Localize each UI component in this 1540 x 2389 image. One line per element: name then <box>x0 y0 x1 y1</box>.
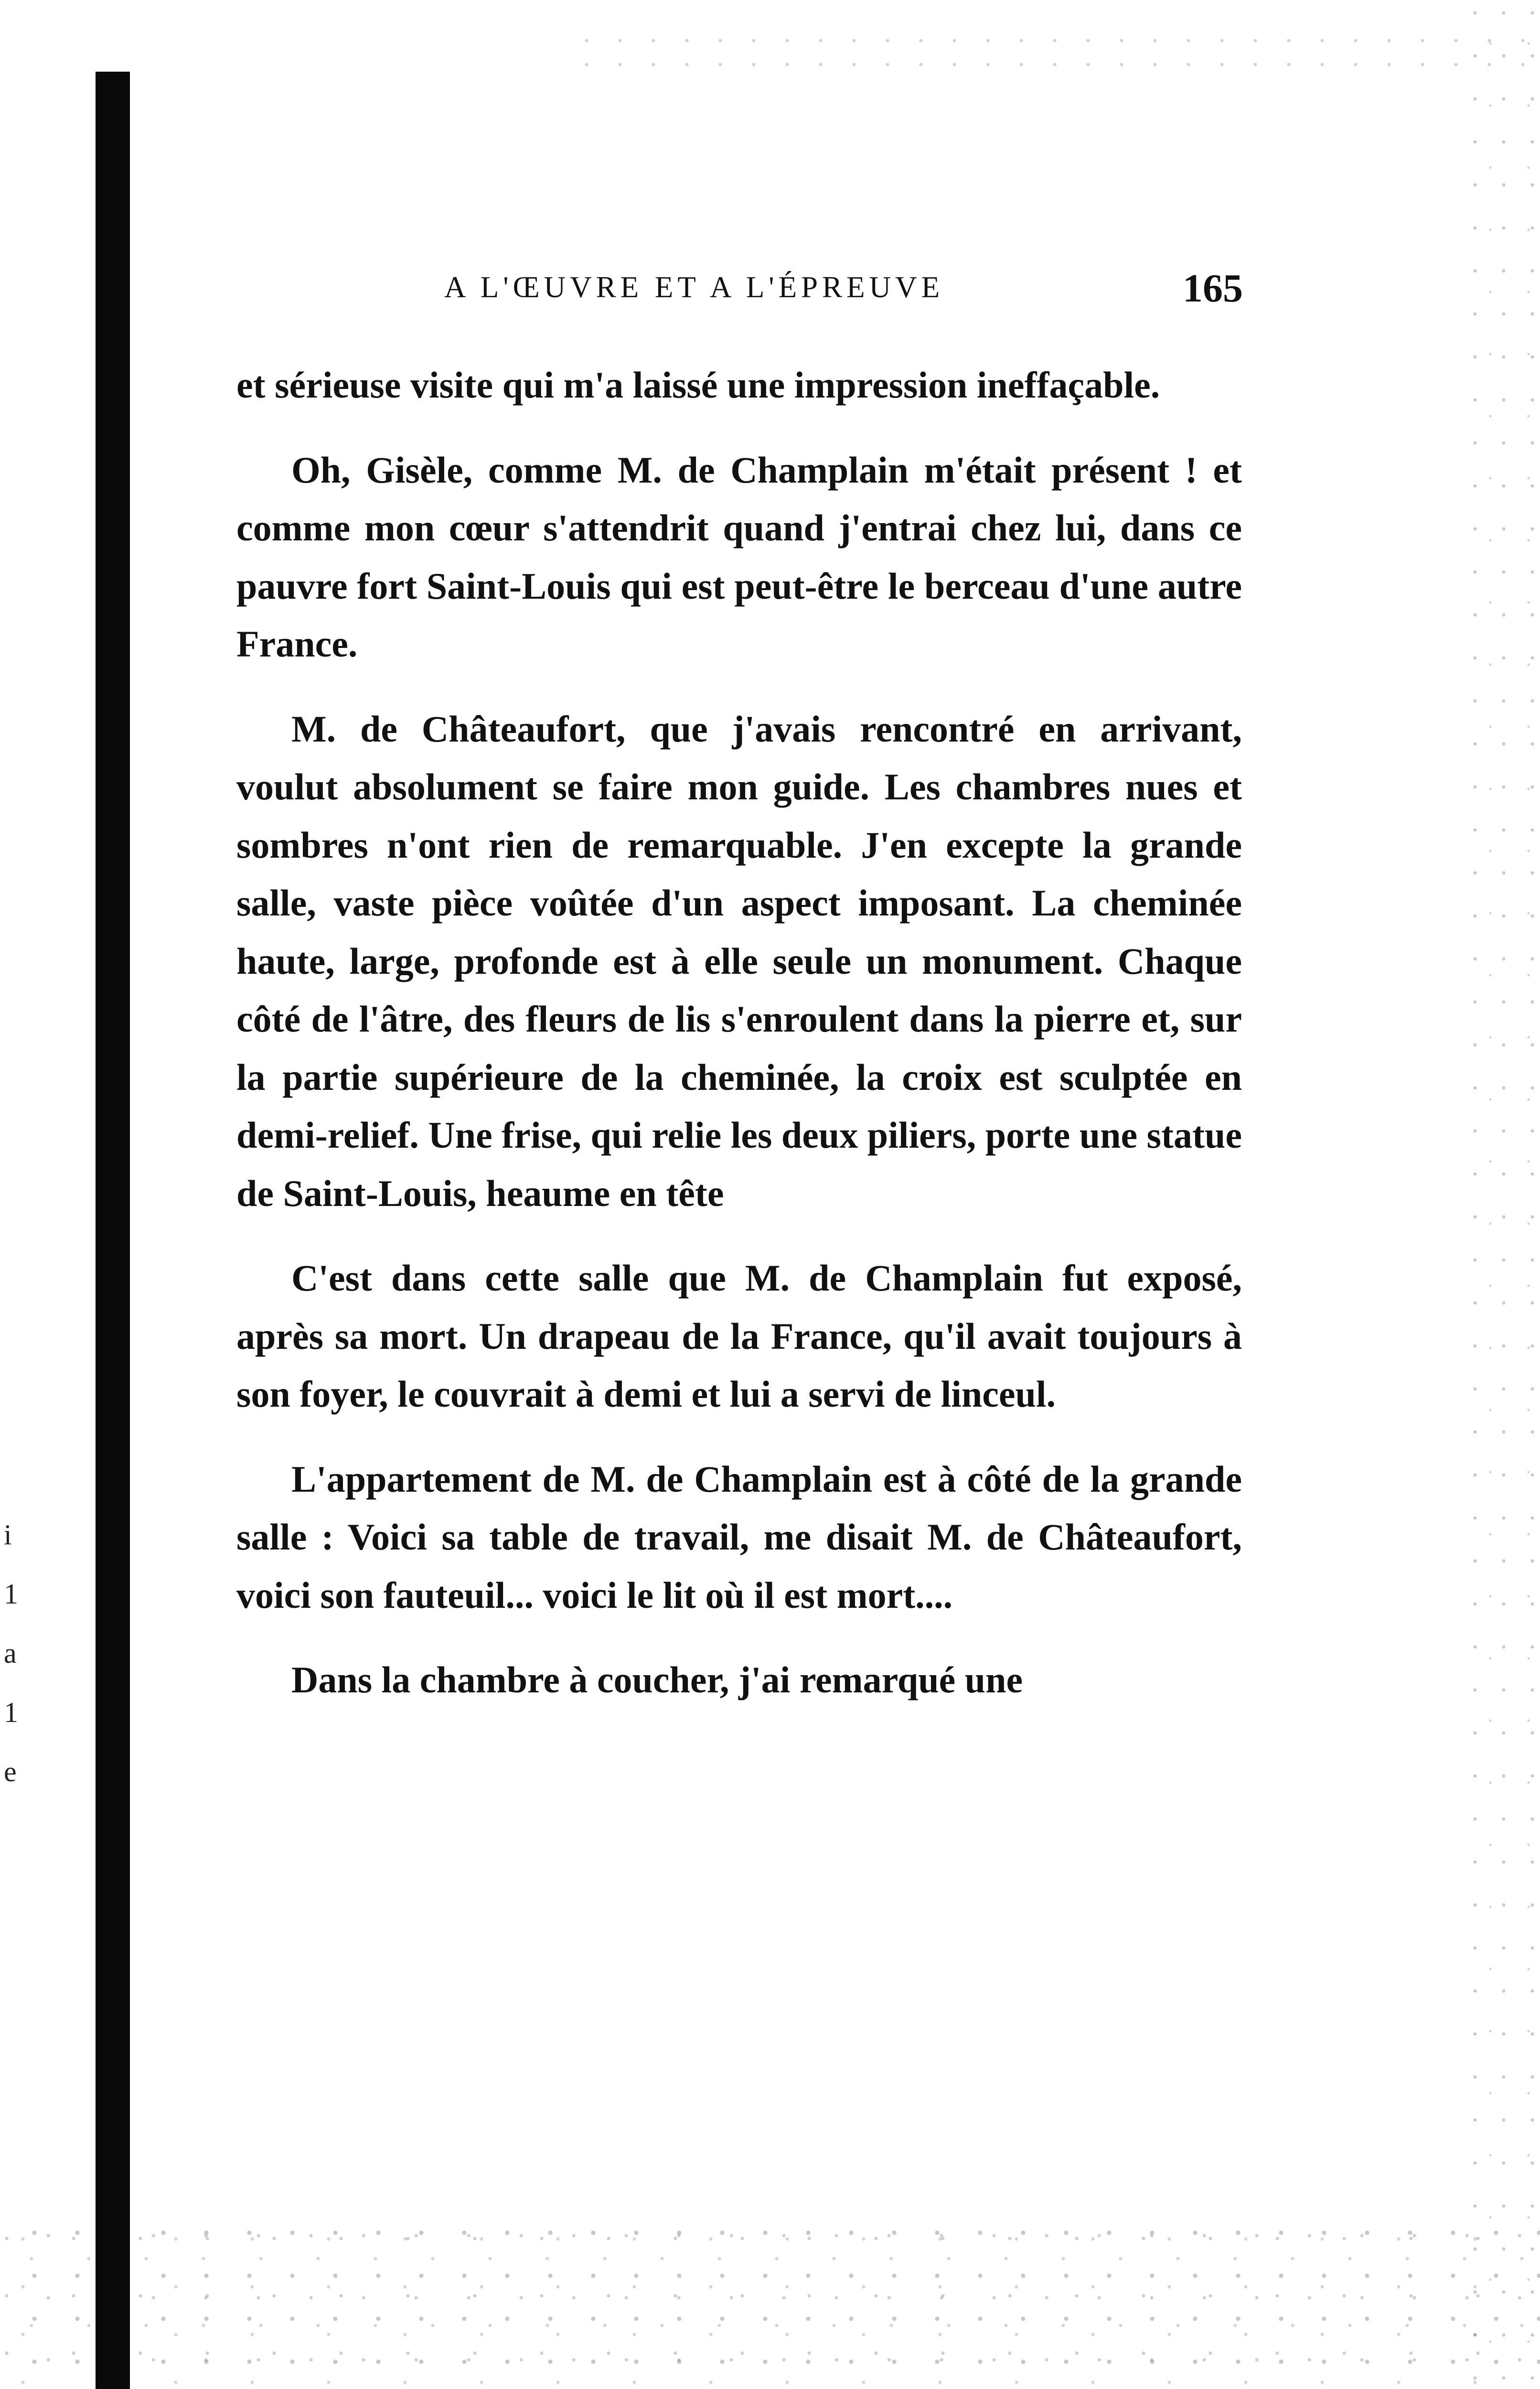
paragraph: et sérieuse visite qui m'a laissé une impression ineffaçable. <box>236 364 1160 406</box>
scan-noise-top <box>573 29 1529 86</box>
left-margin-bleed-through <box>4 1505 32 1801</box>
scan-noise-right <box>1464 0 1540 2389</box>
body-text <box>236 356 1242 1736</box>
page-number: 165 <box>1183 266 1243 311</box>
paragraph: Oh, Gisèle, comme M. de Champlain m'était présent ! et comme mon cœur s'attendrit quand j'entrai chez lui, dans ce pauvre fort Saint-Louis qui est peut-être le berceau d'une autre France. <box>236 449 1242 665</box>
paragraph: M. de Châteaufort, que j'avais rencontré en arrivant, voulut absolument se faire mon guide. Les chambres nues et sombres n'ont rien de remarquable. J'en excepte la grande salle, vaste pièce voûtée d'un aspect imposant. La cheminée haute, large, profonde est à elle seule un monument. Chaque côté de l'âtre, des fleurs de lis s'enroulent dans la pierre et, sur la partie supérieure de la cheminée, la croix est sculptée en demi-relief. Une frise, qui relie les deux piliers, porte une statue de Saint-Louis, heaume en tête <box>236 708 1242 1214</box>
margin-fragment: i <box>4 1519 12 1550</box>
scan-noise-bottom <box>0 2198 1540 2389</box>
margin-fragment: a <box>4 1637 17 1669</box>
paragraph: C'est dans cette salle que M. de Champlain fut exposé, après sa mort. Un drapeau de la France, qu'il avait toujours à son foyer, le couvrait à demi et lui a servi de linceul. <box>236 1257 1242 1415</box>
page-header <box>444 265 1256 318</box>
margin-fragment: 1 <box>4 1578 18 1610</box>
margin-fragment: e <box>4 1756 17 1787</box>
binding-gutter-shadow <box>96 72 130 2389</box>
paragraph: Dans la chambre à coucher, j'ai remarqué une <box>291 1659 1023 1700</box>
running-head: A L'ŒUVRE ET A L'ÉPREUVE <box>444 270 944 304</box>
paragraph: L'appartement de M. de Champlain est à côté de la grande salle : Voici sa table de travail, me disait M. de Châteaufort, voici son fauteuil... voici le lit où il est mort.... <box>236 1458 1242 1616</box>
margin-fragment: 1 <box>4 1697 18 1728</box>
